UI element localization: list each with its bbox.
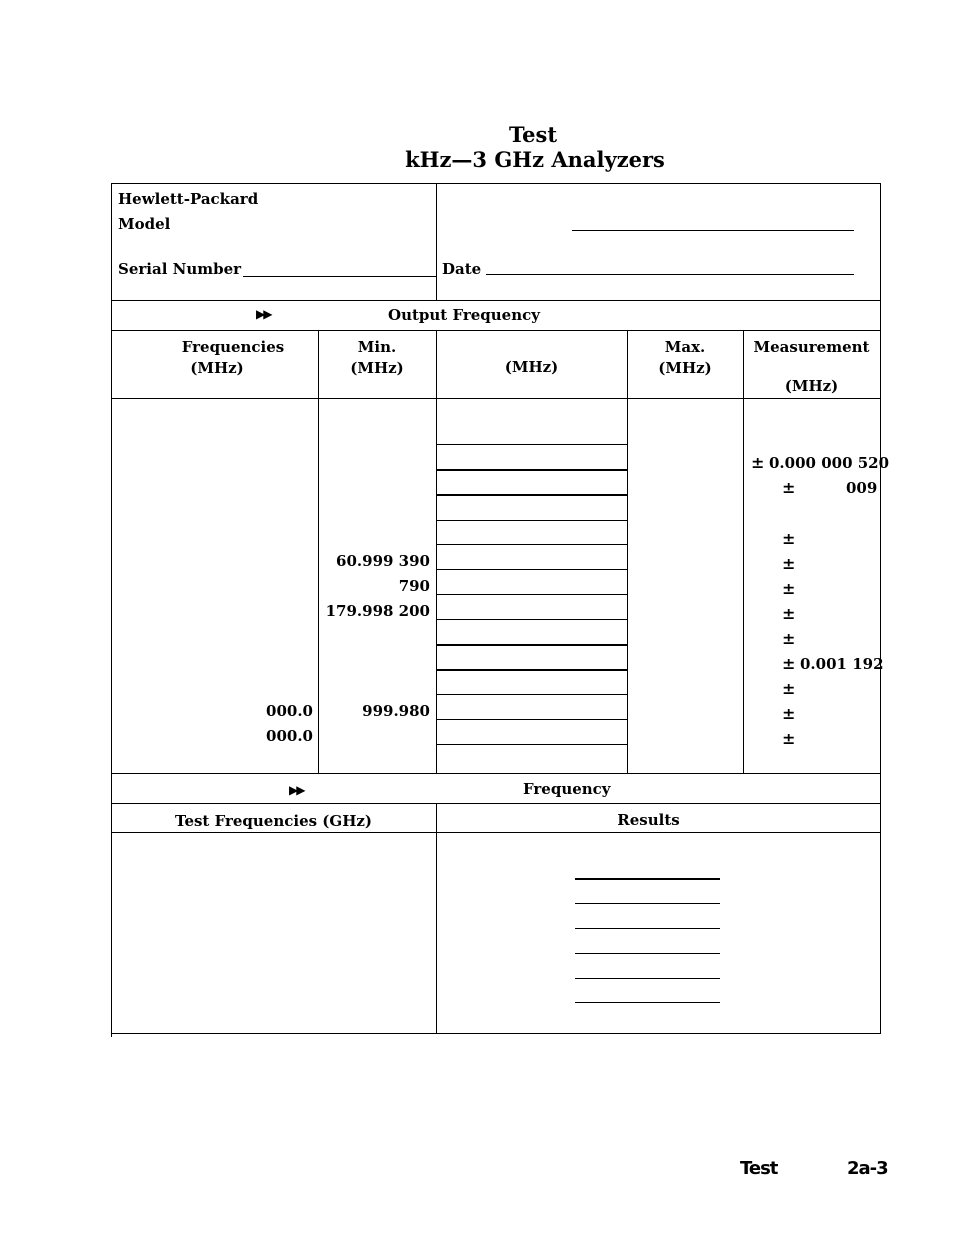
header-measurement-unit: (MHz) (784, 377, 839, 395)
min-value: 179.998 200 (325, 602, 430, 620)
result-entry-line[interactable] (575, 953, 720, 954)
entry-line[interactable] (437, 469, 627, 471)
min-value: 999.980 (362, 702, 430, 720)
entry-line[interactable] (437, 719, 627, 720)
header-min: Min. (357, 338, 397, 356)
plus-minus-symbol: ± (782, 729, 796, 748)
section1-top-rule (111, 300, 881, 301)
header-test-frequencies: Test Frequencies (GHz) (175, 812, 372, 830)
col-divider-3 (627, 330, 628, 773)
section2-header-rule (111, 832, 881, 833)
header-actual-unit: (MHz) (504, 358, 559, 376)
header-results: Results (617, 811, 680, 829)
plus-minus-symbol: ± (751, 453, 765, 472)
page-number: 2a-3 (847, 1158, 888, 1179)
frame-left (111, 183, 112, 1037)
result-entry-line[interactable] (575, 1002, 720, 1003)
uncertainty-value: 0.001 192 (800, 655, 884, 673)
frame-right (880, 183, 881, 1034)
company-label: Hewlett-Packard (118, 190, 259, 208)
min-value: 60.999 390 (336, 552, 430, 570)
plus-minus-symbol: ± (782, 704, 796, 723)
section1-title-rule (111, 330, 881, 331)
plus-minus-symbol: ± (782, 629, 796, 648)
frame-bottom (111, 1033, 881, 1034)
plus-minus-symbol: ± (782, 654, 796, 673)
entry-line[interactable] (437, 544, 627, 545)
entry-line[interactable] (437, 520, 627, 521)
section1-header-rule (111, 398, 881, 399)
frame-top (111, 183, 881, 184)
doc-title-line2: kHz—3 GHz Analyzers (405, 147, 665, 172)
result-entry-line[interactable] (575, 978, 720, 979)
uncertainty-value: 0.000 000 520 (769, 454, 890, 472)
result-entry-line[interactable] (575, 903, 720, 904)
header-min-unit: (MHz) (350, 359, 404, 377)
entry-line[interactable] (437, 644, 627, 646)
header-max-unit: (MHz) (658, 359, 712, 377)
entry-line[interactable] (437, 694, 627, 695)
plus-minus-symbol: ± (782, 679, 796, 698)
serial-number-label: Serial Number (118, 260, 242, 278)
section1-arrow-icon: ▶▶ (256, 307, 271, 321)
date-label: Date (442, 260, 482, 278)
serial-number-field[interactable] (243, 276, 436, 277)
plus-minus-symbol: ± (782, 529, 796, 548)
col-divider-1 (318, 330, 319, 773)
result-entry-line[interactable] (575, 878, 720, 880)
col-divider-4 (743, 330, 744, 773)
plus-minus-symbol: ± (782, 478, 796, 497)
operator-field[interactable] (572, 230, 854, 231)
section2-divider (436, 803, 437, 1033)
min-value: 790 (398, 577, 430, 595)
section2-top-rule (111, 773, 881, 774)
entry-line[interactable] (437, 619, 627, 620)
entry-line[interactable] (437, 669, 627, 671)
doc-title-line1: Test (508, 122, 558, 147)
entry-line[interactable] (437, 594, 627, 595)
freq-value: 000.0 (266, 727, 313, 745)
plus-minus-symbol: ± (782, 579, 796, 598)
header-frequencies-unit: (MHz) (190, 359, 244, 377)
entry-line[interactable] (437, 444, 627, 445)
section1-title: Output Frequency (388, 306, 540, 324)
model-label: Model (118, 215, 171, 233)
entry-line[interactable] (437, 569, 627, 570)
freq-value: 000.0 (266, 702, 313, 720)
col-divider-2 (436, 330, 437, 773)
plus-minus-symbol: ± (782, 554, 796, 573)
plus-minus-symbol: ± (782, 604, 796, 623)
entry-line[interactable] (437, 494, 627, 496)
entry-line[interactable] (437, 744, 627, 745)
header-max: Max. (664, 338, 706, 356)
footer-test-label: Test (740, 1158, 778, 1179)
section2-title: Frequency (523, 780, 611, 798)
uncertainty-value: 009 (846, 479, 878, 497)
date-field[interactable] (486, 274, 854, 275)
section2-title-rule (111, 803, 881, 804)
header-frequencies: Frequencies (181, 338, 285, 356)
result-entry-line[interactable] (575, 928, 720, 929)
section2-arrow-icon: ▶▶ (289, 783, 304, 797)
info-divider (436, 183, 437, 300)
header-measurement: Measurement (753, 338, 870, 356)
